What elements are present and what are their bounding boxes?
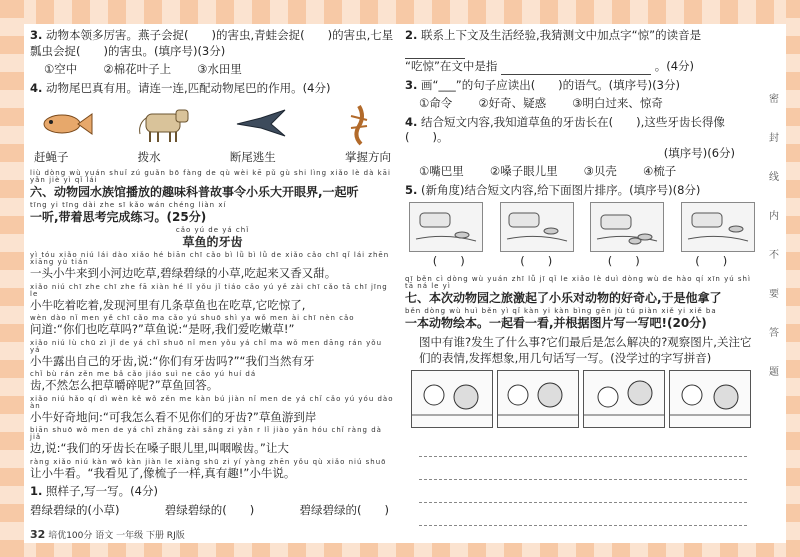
question-text: (新角度)结合短文内容,给下面图片排序。(填序号)(8分) (421, 182, 701, 197)
decorative-border-right (786, 0, 800, 557)
section-title: 七、本次动物园之旅激起了小乐对动物的好奇心,于是他拿了 (405, 290, 722, 305)
story-line (30, 371, 395, 394)
question-2-right (405, 28, 755, 75)
story-text: 小牛吃着吃着,发现河里有几条草鱼也在吃草,它吃惊了, (30, 297, 306, 312)
answer-blank[interactable] (405, 48, 465, 59)
question-text: 动物尾巴真有用。请连一连,匹配动物尾巴的作用。(4分) (46, 80, 331, 95)
right-column (405, 28, 755, 526)
question-text: 照样子,写一写。(4分) (46, 484, 158, 499)
section-title: 一听,带着思考完成练习。(25分) (30, 209, 207, 224)
pinyin: wèn dào nǐ men yě chī cǎo ma cǎo yú shuō shì ya wǒ men ài chī nèn cǎo (30, 314, 355, 323)
cow-and-fish-picture (590, 202, 664, 252)
story-line (30, 340, 395, 370)
seal-char: 线 (769, 172, 779, 183)
animal-illustrations (36, 102, 389, 146)
pinyin: liù dòng wù yuán shuǐ zú guǎn bō fàng de qù wèi kē pǔ gù shi lìng xiǎo lè dà kāi yǎn jiè yì qǐ lái (30, 168, 391, 184)
seal-char: 题 (769, 367, 779, 378)
question-text: “吃惊”在文中是指 (405, 59, 498, 74)
section-title: 一本动物绘本。一起看一看,并根据图片写一写吧!(20分) (405, 315, 707, 330)
page-footer (30, 528, 185, 541)
writing-line[interactable] (419, 434, 747, 457)
cow-icon (134, 102, 194, 146)
question-number: 3. (30, 28, 43, 42)
options-row (44, 62, 395, 78)
label: 断尾逃生 (229, 150, 276, 165)
tail-function-labels (34, 150, 391, 166)
story-passage (30, 227, 395, 481)
section-7-heading (405, 276, 755, 331)
question-1-left (30, 484, 395, 500)
decorative-border-bottom (0, 543, 800, 557)
order-blank[interactable]: ( ) (695, 254, 728, 269)
ordering-pictures (409, 202, 755, 252)
order-blank[interactable]: ( ) (432, 254, 465, 269)
answer-blank[interactable] (501, 64, 651, 75)
option: ②嗓子眼儿里 (489, 164, 558, 179)
decorative-border-left (0, 0, 24, 557)
seal-char: 内 (769, 211, 779, 222)
pinyin: tīng yi tīng dài zhe sī kǎo wán chéng liàn xí (30, 200, 227, 209)
options-row (419, 96, 755, 112)
question-text: 联系上下文及生活经验,我猜测文中加点字“惊”的读音是 (421, 28, 702, 42)
question-text: (填序号)(6分) (663, 145, 735, 160)
story-text: 让小牛看。“我看见了,像梳子一样,真有趣!”小牛说。 (30, 465, 296, 480)
option: ①嘴巴里 (419, 164, 464, 179)
story-text: 问道:“你们也吃草吗?”草鱼说:“是呀,我们爱吃嫩草!” (30, 322, 295, 337)
writing-line[interactable] (419, 457, 747, 480)
pinyin: chǐ bù rán zěn me bǎ cǎo jiáo suì ne cǎo yú huí dá (30, 370, 257, 379)
comic-panel-3 (583, 370, 665, 428)
story-line (30, 252, 395, 282)
question-number: 4. (405, 114, 418, 129)
seal-char: 答 (769, 328, 779, 339)
story-text: 小牛露出自己的牙齿,说:“你们有牙齿吗?”“我们当然有牙 (30, 353, 315, 368)
pinyin: běn dòng wù huì běn yì qǐ kàn yi kàn bìng gēn jù tú piàn xiě yi xiě ba (405, 306, 717, 315)
writing-instructions: 图中有谁?发生了什么事?它们最后是怎么解决的?观察图片,关注它们的表情,发挥想象,用几句话写一写。(没学过的字写拼音) (419, 335, 752, 365)
question-number: 1. (30, 484, 43, 499)
footer-text: 培优100分 语文 一年级 下册 RJ版 (48, 531, 185, 541)
question-3-left (30, 28, 395, 59)
question-text: 画“___”的句子应读出( )的语气。(填序号)(3分) (421, 77, 680, 92)
lizard-icon (329, 102, 389, 146)
option: ②棉花叶子上 (103, 62, 172, 77)
question-5-right (405, 183, 755, 199)
option: ③贝壳 (583, 164, 617, 179)
comic-panel-1 (411, 370, 493, 428)
story-title: 草鱼的牙齿 (182, 234, 243, 249)
label: 掌握方向 (344, 150, 391, 165)
story-text: 齿,不然怎么把草嚼碎呢?”草鱼回答。 (30, 378, 219, 393)
story-line (30, 315, 395, 338)
seal-line-notice (766, 90, 782, 402)
question-number: 5. (405, 182, 418, 197)
story-line (30, 459, 395, 482)
option: ①命令 (419, 96, 453, 111)
left-column (30, 28, 395, 518)
pinyin: xiǎo niú hǎo qí dì wèn kě wǒ zěn me kàn bú jiàn nǐ men de yá chǐ cǎo yú yóu dào àn (30, 394, 394, 410)
fill-item[interactable]: 碧绿碧绿的( ) (299, 502, 389, 517)
question-number: 2. (405, 28, 418, 42)
story-title-block (30, 227, 395, 250)
pinyin: qī běn cì dòng wù yuán zhī lǚ jī qǐ le xiǎo lè duì dòng wù de hào qí xīn yú shì tā ná le yì (405, 274, 751, 290)
seal-char: 密 (769, 94, 779, 105)
ordering-answer-row (405, 254, 755, 270)
seal-char: 要 (769, 289, 779, 300)
options-row (419, 164, 755, 180)
cow-and-fish-picture (500, 202, 574, 252)
question-3-right (405, 78, 755, 94)
option: ②好奇、疑惑 (478, 96, 547, 111)
question-4-right (405, 115, 755, 162)
story-line (30, 284, 395, 314)
order-blank[interactable]: ( ) (607, 254, 640, 269)
writing-line[interactable] (419, 503, 747, 526)
story-line (30, 396, 395, 426)
story-text: 小牛好奇地问:“可我怎么看不见你们的牙齿?”草鱼游到岸 (30, 409, 317, 424)
question-text: 动物本领多厉害。燕子会捉( )的害虫,青蛙会捉( )的害虫,七星瓢虫会捉( )的害虫。(填序号)(3分) (30, 28, 394, 58)
example-item: 碧绿碧绿的(小草) (30, 502, 120, 517)
question-number: 3. (405, 77, 418, 92)
option: ①空中 (44, 62, 78, 77)
option: ③明白过来、惊奇 (572, 96, 663, 111)
comic-strip (411, 370, 755, 428)
comic-panel-4 (669, 370, 751, 428)
fish-icon (36, 102, 96, 146)
pinyin: biān shuō wǒ men de yá chǐ zhǎng zài sǎng zi yǎn r lǐ jiào yān hóu chǐ ràng dà jiǎ (30, 426, 382, 442)
question-text: 结合短文内容,我知道草鱼的牙齿长在( ),这些牙齿长得像( )。 (405, 114, 725, 145)
cow-and-fish-picture (409, 202, 483, 252)
question-number: 4. (30, 80, 43, 95)
pinyin: xiǎo niú lù chū zì jǐ de yá chǐ shuō nǐ men yǒu yá chǐ ma wǒ men dāng rán yǒu yá (30, 338, 383, 354)
story-text: 一头小牛来到小河边吃草,碧绿碧绿的小草,吃起来又香又甜。 (30, 266, 337, 281)
story-text: 边,说:“我们的牙齿长在嗓子眼儿里,叫咽喉齿。”让大 (30, 441, 289, 456)
label: 拨水 (137, 150, 161, 165)
question-score: 。(4分) (654, 59, 695, 74)
decorative-border-top (0, 0, 800, 24)
pinyin: yì tóu xiǎo niú lái dào xiǎo hé biān chī cǎo bì lǜ bì lǜ de xiǎo cǎo chī qǐ lái zhēn xiāng yù tián (30, 251, 390, 267)
option: ③水田里 (197, 62, 242, 77)
swallow-icon (231, 102, 291, 146)
imitation-items (30, 503, 389, 519)
page-number: 32 (30, 528, 46, 541)
question-4-left (30, 81, 395, 97)
fill-item[interactable]: 碧绿碧绿的( ) (164, 502, 255, 517)
section-6-heading (30, 170, 395, 225)
pinyin: ràng xiǎo niú kàn wǒ kàn jiàn le xiàng shū zi yí yàng zhēn yǒu qù xiǎo niú shuō (30, 457, 387, 466)
cow-and-fish-picture (681, 202, 755, 252)
seal-char: 不 (769, 250, 779, 261)
pinyin: xiǎo niú chī zhe chī zhe fā xiàn hé lǐ yǒu jǐ tiáo cǎo yú yě zài chī cǎo tā chī jīng le (30, 282, 388, 298)
seal-char: 封 (769, 133, 779, 144)
writing-line[interactable] (419, 480, 747, 503)
comic-panel-2 (497, 370, 579, 428)
section-title: 六、动物园水族馆播放的趣味科普故事令小乐大开眼界,一起听 (30, 184, 359, 199)
option: ④梳子 (642, 164, 677, 179)
pinyin: cǎo yú de yá chǐ (175, 225, 250, 234)
order-blank[interactable]: ( ) (520, 254, 553, 269)
label: 赶蝇子 (34, 150, 69, 165)
story-line (30, 427, 395, 457)
